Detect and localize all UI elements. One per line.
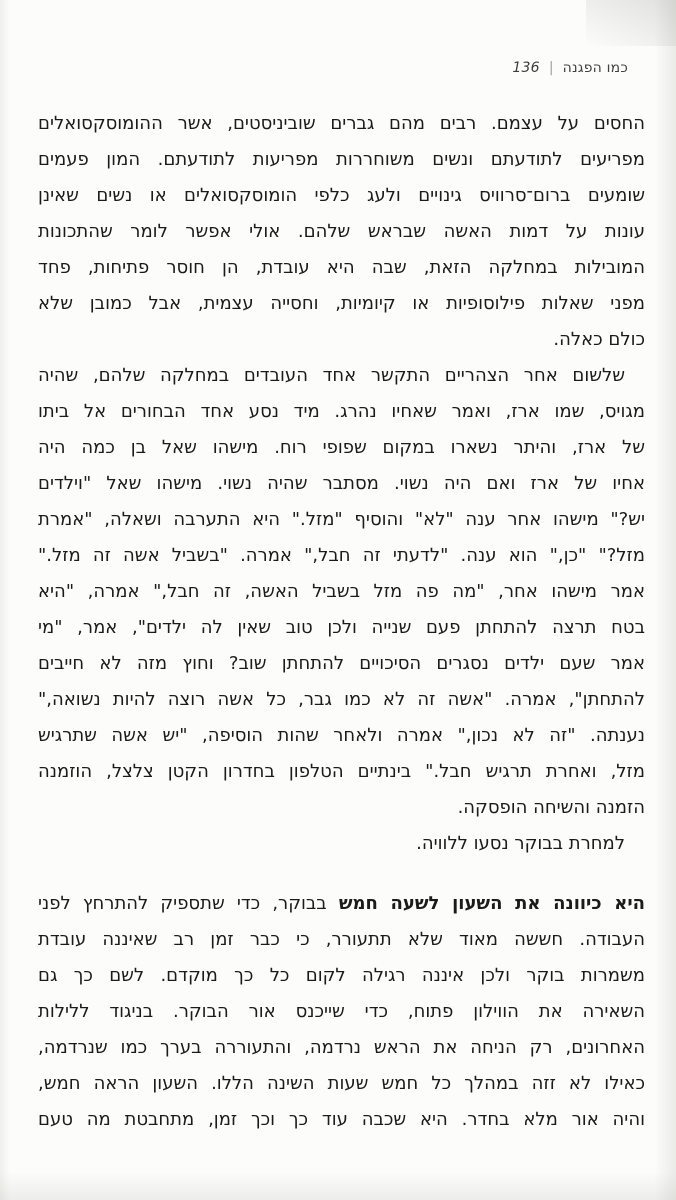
body-text-block	[38, 106, 645, 1138]
text-line: בטח תרצה להתחתן פעם שנייה ולכן טוב שאין לה ילדים", אמר, "מי	[38, 617, 645, 638]
text-line: יש?" מישהו אחר ענה "לא" והוסיף "מזל." היא התערבה ושאלה, "אמרת	[38, 509, 645, 530]
section-lead-bold-text: היא כיוונה את השעון לשעה חמש	[338, 893, 645, 914]
text-line: והיה אור מלא בחדר. היא שכבה עוד כך וכך זמן, מתחבטת מה טעם	[38, 1109, 645, 1130]
page-top-right-corner-shading	[586, 0, 676, 46]
text-line: כולם כאלה.	[553, 329, 645, 350]
text-line: למחרת בבוקר נסעו ללוויה.	[416, 833, 625, 854]
text-line: של ארז, והיתר נשארו במקום שפופי רוח. מישהו שאל בן כמה היה	[38, 437, 645, 458]
text-line: מזל?" "כן," הוא ענה. "לדעתי זה חבל," אמרה. "בשביל אשה זה מזל."	[38, 545, 645, 566]
text-line: להתחתן", אמרה. "אשה זה לא כמו גבר, כל אשה רוצה להיות נשואה,"	[38, 689, 645, 710]
text-line	[38, 886, 645, 922]
paragraph	[38, 358, 645, 826]
text-line: הזמנה והשיחה הופסקה.	[457, 797, 645, 818]
text-line: אמר שעם ילדים נסגרים הסיכויים להתחתן שוב? וחוץ מזה לא חייבים	[38, 653, 645, 674]
text-line: מגויס, שמו ארז, ואמר שאחיו נהרג. מיד נסע אחד הבחורים אל ביתו	[38, 401, 645, 422]
text-line: כאילו לא זזה במהלך כל חמש שעות השינה הללו. השעון הראה חמש,	[38, 1073, 645, 1094]
chapter-title: כמו הפגנה	[562, 60, 628, 76]
text-line: השאירה את הווילון פתוח, כדי שייכנס אור הבוקר. בניגוד ללילות	[38, 1001, 645, 1022]
paragraph	[38, 106, 645, 358]
page-left-edge-shading	[0, 0, 10, 1200]
section-break	[38, 862, 645, 886]
text-line: מזל, ואחרת תרגיש חבל." בינתיים הטלפון בחדרון הקטן צלצל, הוזמנה	[38, 761, 645, 782]
page-bottom-edge-shading	[0, 1172, 676, 1200]
text-line: מפריעים לתודעתם ונשים משוחררות מפריעות לתודעתם. המון פעמים	[38, 149, 645, 170]
text-line: העבודה. חששה מאוד שלא תתעורר, כי כבר זמן רב שאיננה עובדת	[38, 929, 645, 950]
text-line: המובילות במחלקה הזאת, שבה היא עובדת, הן חוסר פתיחות, פחד	[38, 257, 645, 278]
text-line: שומעים ברום־סרוויס גינויים ולעג כלפי הומוסקסואלים או נשים שאינן	[38, 185, 645, 206]
text-line: האחרונים, רק הניחה את הראש נרדמה, והתעוררה בערך כמו שנרדמה,	[38, 1037, 645, 1058]
page-right-edge-shading	[654, 0, 676, 1200]
section-lead-rest-text: בבוקר, כדי שתספיק להתרחץ לפני	[38, 893, 339, 914]
text-line: אחיו של ארז ואם היה נשוי. מסתבר שהיה נשוי. מישהו שאל "וילדים	[38, 473, 645, 494]
text-line: החסים על עצמם. רבים מהם גברים שוביניסטים, אשר ההומוסקסואלים	[38, 113, 645, 134]
text-line: שלשום אחר הצהריים התקשר אחד העובדים במחלקה שלהם, שהיה	[38, 365, 625, 386]
paragraph	[38, 826, 645, 862]
text-line: אמר מישהו אחר, "מה פה מזל בשביל האשה, זה חבל," אמרה, "היא	[38, 581, 645, 602]
text-line: משמרות בוקר ולכן איננה רגילה לקום כל כך מוקדם. לשם כך גם	[38, 965, 645, 986]
text-line: נענתה. "זה לא נכון," אמרה ולאחר שהות הוסיפה, "יש אשה שתרגיש	[38, 725, 645, 746]
text-line: עונות על דמות האשה שבראש שלהם. אולי אפשר לומר שהתכונות	[38, 221, 645, 242]
page-number: 136	[512, 60, 540, 76]
running-header	[512, 60, 628, 76]
text-line: מפני שאלות פילוסופיות או קיומיות, וחסייה עצמית, אבל כמובן שלא	[38, 293, 645, 314]
paragraph	[38, 886, 645, 1138]
header-separator: |	[548, 60, 554, 76]
